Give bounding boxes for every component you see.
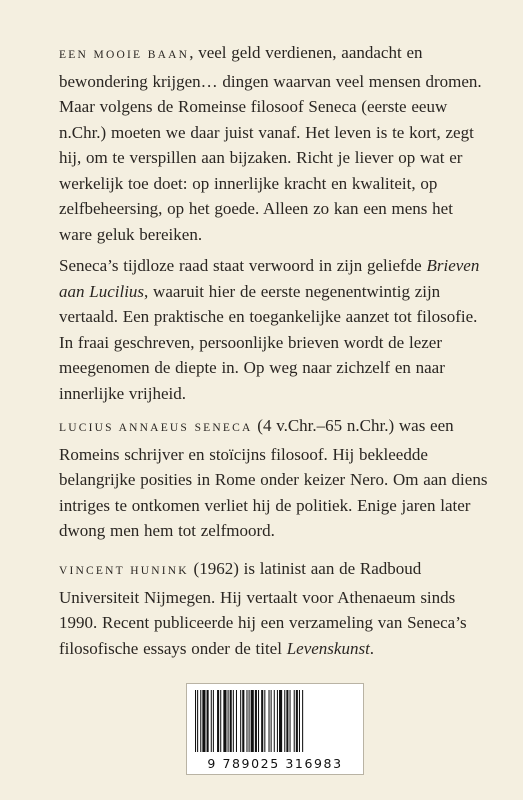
barcode-bar	[195, 690, 196, 752]
author-bio-text: (4 v.Chr.–65 n.Chr.) was een Romeins schrijver en stoïcijns filosoof. Hij bekleedde belangrijke posities in Rome onder keizer Nero. Om aan diens intriges te ontkomen verliet hij de politiek. Enige jaren later dwong men hem tot zelfmoord.	[59, 416, 488, 540]
essays-title-italic: Levenskunst	[286, 638, 370, 658]
barcode-bar	[284, 690, 285, 752]
barcode-bar	[233, 690, 234, 752]
barcode-bar	[286, 690, 288, 752]
barcode-bar	[246, 690, 247, 752]
book-title-italic: Brieven aan Lucilius	[59, 256, 480, 301]
barcode-bar	[251, 690, 254, 752]
barcode-bar	[202, 690, 205, 752]
barcode-bar	[207, 690, 209, 752]
barcode-bar	[261, 690, 263, 752]
barcode-bar	[290, 690, 291, 752]
barcode-bar	[294, 690, 295, 752]
barcode-bar	[279, 690, 282, 752]
barcode-bar	[223, 690, 226, 752]
barcode-bar	[271, 690, 272, 752]
barcode-bar	[296, 690, 298, 752]
translator-bio-end: .	[369, 638, 375, 658]
barcode-bar	[269, 690, 270, 752]
description-text-before: Seneca’s tijdloze raad staat verwoord in zijn geliefde	[59, 256, 427, 275]
barcode-bar	[302, 690, 303, 752]
barcode-bar	[213, 690, 214, 752]
barcode-bar	[240, 690, 241, 752]
blurb-paragraph	[59, 40, 489, 247]
barcode-bar	[264, 690, 265, 752]
author-name: LUCIUS ANNAEUS SENECA	[59, 422, 253, 434]
description-text-after: , waaruit hier de eerste negenentwintig zijn vertaald. Een praktische en toegankelijke aanzet tot filosofie. In fraai geschreven, persoonlijke brieven wordt de lezer meegenomen de diepte in. Op weg naar zichzelf en naar innerlijke vrijheid.	[59, 281, 478, 403]
barcode-number: 9 789025 316983	[207, 756, 343, 771]
isbn-barcode	[186, 683, 364, 775]
translator-bio-text: (1962) is latinist aan de Radboud Universiteit Nijmegen. Hij vertaalt voor Athenaeum sinds 1990. Recent publiceerde hij een verzameling van Seneca’s filosofische essays onder de titel	[59, 559, 467, 658]
barcode-bar	[277, 690, 278, 752]
barcode-bar	[230, 690, 232, 752]
barcode-bar	[220, 690, 221, 752]
barcode-bar	[197, 690, 198, 752]
barcode-bar	[200, 690, 201, 752]
barcode-bar	[242, 690, 244, 752]
barcode-bar	[255, 690, 257, 752]
barcode-bar	[258, 690, 259, 752]
description-paragraph	[59, 253, 489, 406]
barcode-bar	[217, 690, 219, 752]
barcode-bars	[193, 690, 357, 752]
barcode-bar	[236, 690, 237, 752]
blurb-lead-caps: EEN MOOIE BAAN	[59, 49, 190, 61]
translator-bio-paragraph	[59, 556, 489, 661]
barcode-bar	[228, 690, 229, 752]
barcode-bar	[249, 690, 250, 752]
blurb-text: , veel geld verdienen, aandacht en bewondering krijgen… dingen waarvan veel mensen dromen. Maar volgens de Romeinse filosoof Seneca (eerste eeuw n.Chr.) moeten we daar juist vanaf. Het leven is te kort, zegt hij, om te verspillen aan bijzaken. Richt je liever op wat er werkelijk toe doet: op innerlijke kracht en kwaliteit, op zelfbeheersing, op het goede. Alleen zo kan een mens het ware geluk bereiken.	[59, 43, 482, 244]
barcode-bar	[211, 690, 212, 752]
barcode-bar	[299, 690, 300, 752]
author-bio-paragraph	[59, 413, 489, 544]
translator-name: VINCENT HUNINK	[59, 565, 189, 577]
barcode-bar	[274, 690, 275, 752]
